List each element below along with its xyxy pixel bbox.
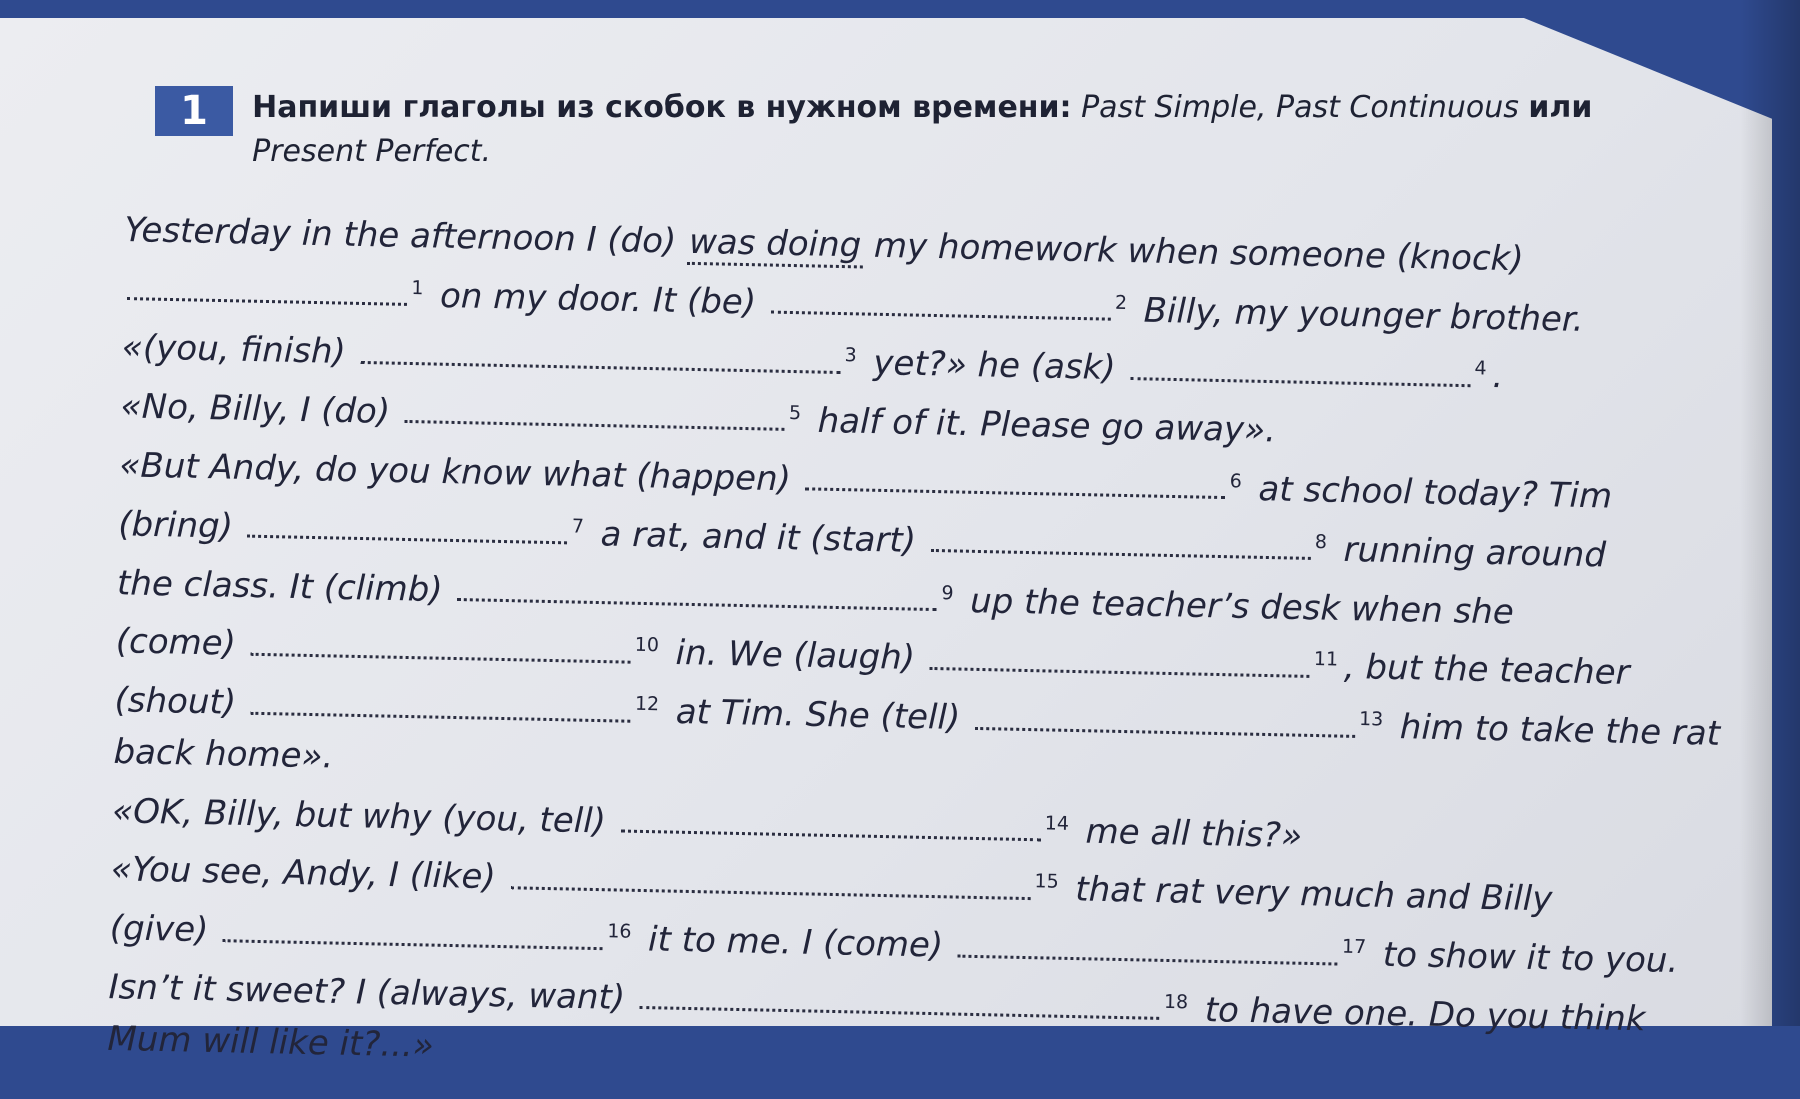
text-segment: to have one. Do you think [1204,990,1646,1040]
blank-number: 1 [411,276,424,299]
task-header [155,86,1715,174]
text-segment: a rat, and it (start) [600,514,917,561]
answer-blank-7[interactable] [248,505,569,545]
text-segment: that rat very much and Billy [1074,869,1553,920]
text-segment: running around [1343,529,1607,576]
text-segment: on my door. It (be) [439,275,757,323]
answer-blank-6[interactable] [805,458,1226,500]
blank-number: 9 [941,581,954,605]
answer-blank-13[interactable] [975,697,1356,738]
text-segment: to show it to you. [1382,935,1679,982]
blank-number: 7 [571,515,585,538]
blank-number: 12 [634,693,660,716]
blank-number: 15 [1034,870,1059,894]
text-segment: , but the teacher [1343,647,1630,694]
answer-blank-3[interactable] [360,331,841,374]
blank-number: 17 [1341,935,1367,959]
blank-number: 16 [607,920,632,944]
text-segment: Mum will like it?...» [107,1018,435,1066]
instruction-ru: Напиши глаголы из скобок в нужном времени: [252,90,1072,125]
text-segment: my homework when someone (knock) [873,225,1525,280]
text-segment: «But Andy, do you know what (happen) [119,445,792,500]
exercise-text [107,205,1745,1099]
blank-number: 11 [1313,648,1339,671]
text-segment: me all this?» [1085,811,1303,856]
text-segment: . [1491,356,1504,397]
example-answer: was doing [687,222,864,269]
blank-number: 14 [1044,812,1070,835]
answer-blank-18[interactable] [640,976,1161,1020]
text-segment: «(you, finish) [121,327,347,373]
text-segment: (shout) [114,680,237,724]
text-segment: half of it. Please go away». [817,401,1277,451]
text-segment: «You see, Andy, I (like) [110,849,497,898]
text-segment: Isn’t it sweet? I (always, want) [108,967,626,1019]
text-segment: (come) [115,621,237,665]
blank-number: 4 [1474,357,1487,380]
task-number-badge: 1 [155,86,233,136]
blank-number: 6 [1229,470,1243,493]
answer-blank-4[interactable] [1130,347,1471,387]
text-segment: (give) [109,908,209,951]
instruction-tense-2: Present Perfect. [252,134,492,169]
answer-blank-16[interactable] [223,909,604,950]
text-segment: «OK, Billy, but why (you, tell) [111,790,607,842]
text-segment: up the teacher’s desk when she [969,580,1515,633]
text-segment: at school today? Tim [1258,469,1613,517]
blank-number: 3 [844,344,857,367]
answer-blank-12[interactable] [251,681,632,722]
answer-blank-10[interactable] [250,623,631,664]
task-instruction [252,86,1712,174]
text-segment: Yesterday in the afternoon I (do) [124,209,677,262]
text-segment: back home». [113,732,334,777]
blank-number: 8 [1314,530,1328,554]
answer-blank-14[interactable] [621,799,1042,841]
text-segment: at Tim. She (tell) [675,692,961,739]
answer-blank-15[interactable] [510,856,1031,900]
instruction-or: или [1528,90,1593,125]
blank-number: 13 [1358,708,1384,731]
text-segment: «No, Billy, I (do) [120,386,391,433]
answer-blank-1[interactable] [127,267,408,306]
instruction-tense-1: Past Simple, Past Continuous [1081,90,1519,125]
text-segment: (bring) [117,504,234,547]
text-segment: the class. It (climb) [116,562,444,610]
blank-number: 10 [634,634,660,657]
answer-blank-5[interactable] [405,390,786,431]
answer-blank-11[interactable] [930,637,1311,678]
answer-blank-17[interactable] [958,924,1339,965]
text-segment: him to take the rat [1399,707,1721,755]
text-segment: in. We (laugh) [675,633,916,679]
blank-number: 5 [788,402,802,425]
blank-number: 2 [1114,291,1128,314]
text-segment: it to me. I (come) [647,919,944,966]
answer-blank-2[interactable] [771,280,1112,320]
answer-blank-8[interactable] [931,519,1312,560]
page-shadow [1740,0,1800,1026]
answer-blank-9[interactable] [457,568,938,611]
text-segment: yet?» he (ask) [872,343,1117,389]
blank-number: 18 [1163,991,1189,1014]
text-segment: Billy, my younger brother. [1143,290,1584,340]
